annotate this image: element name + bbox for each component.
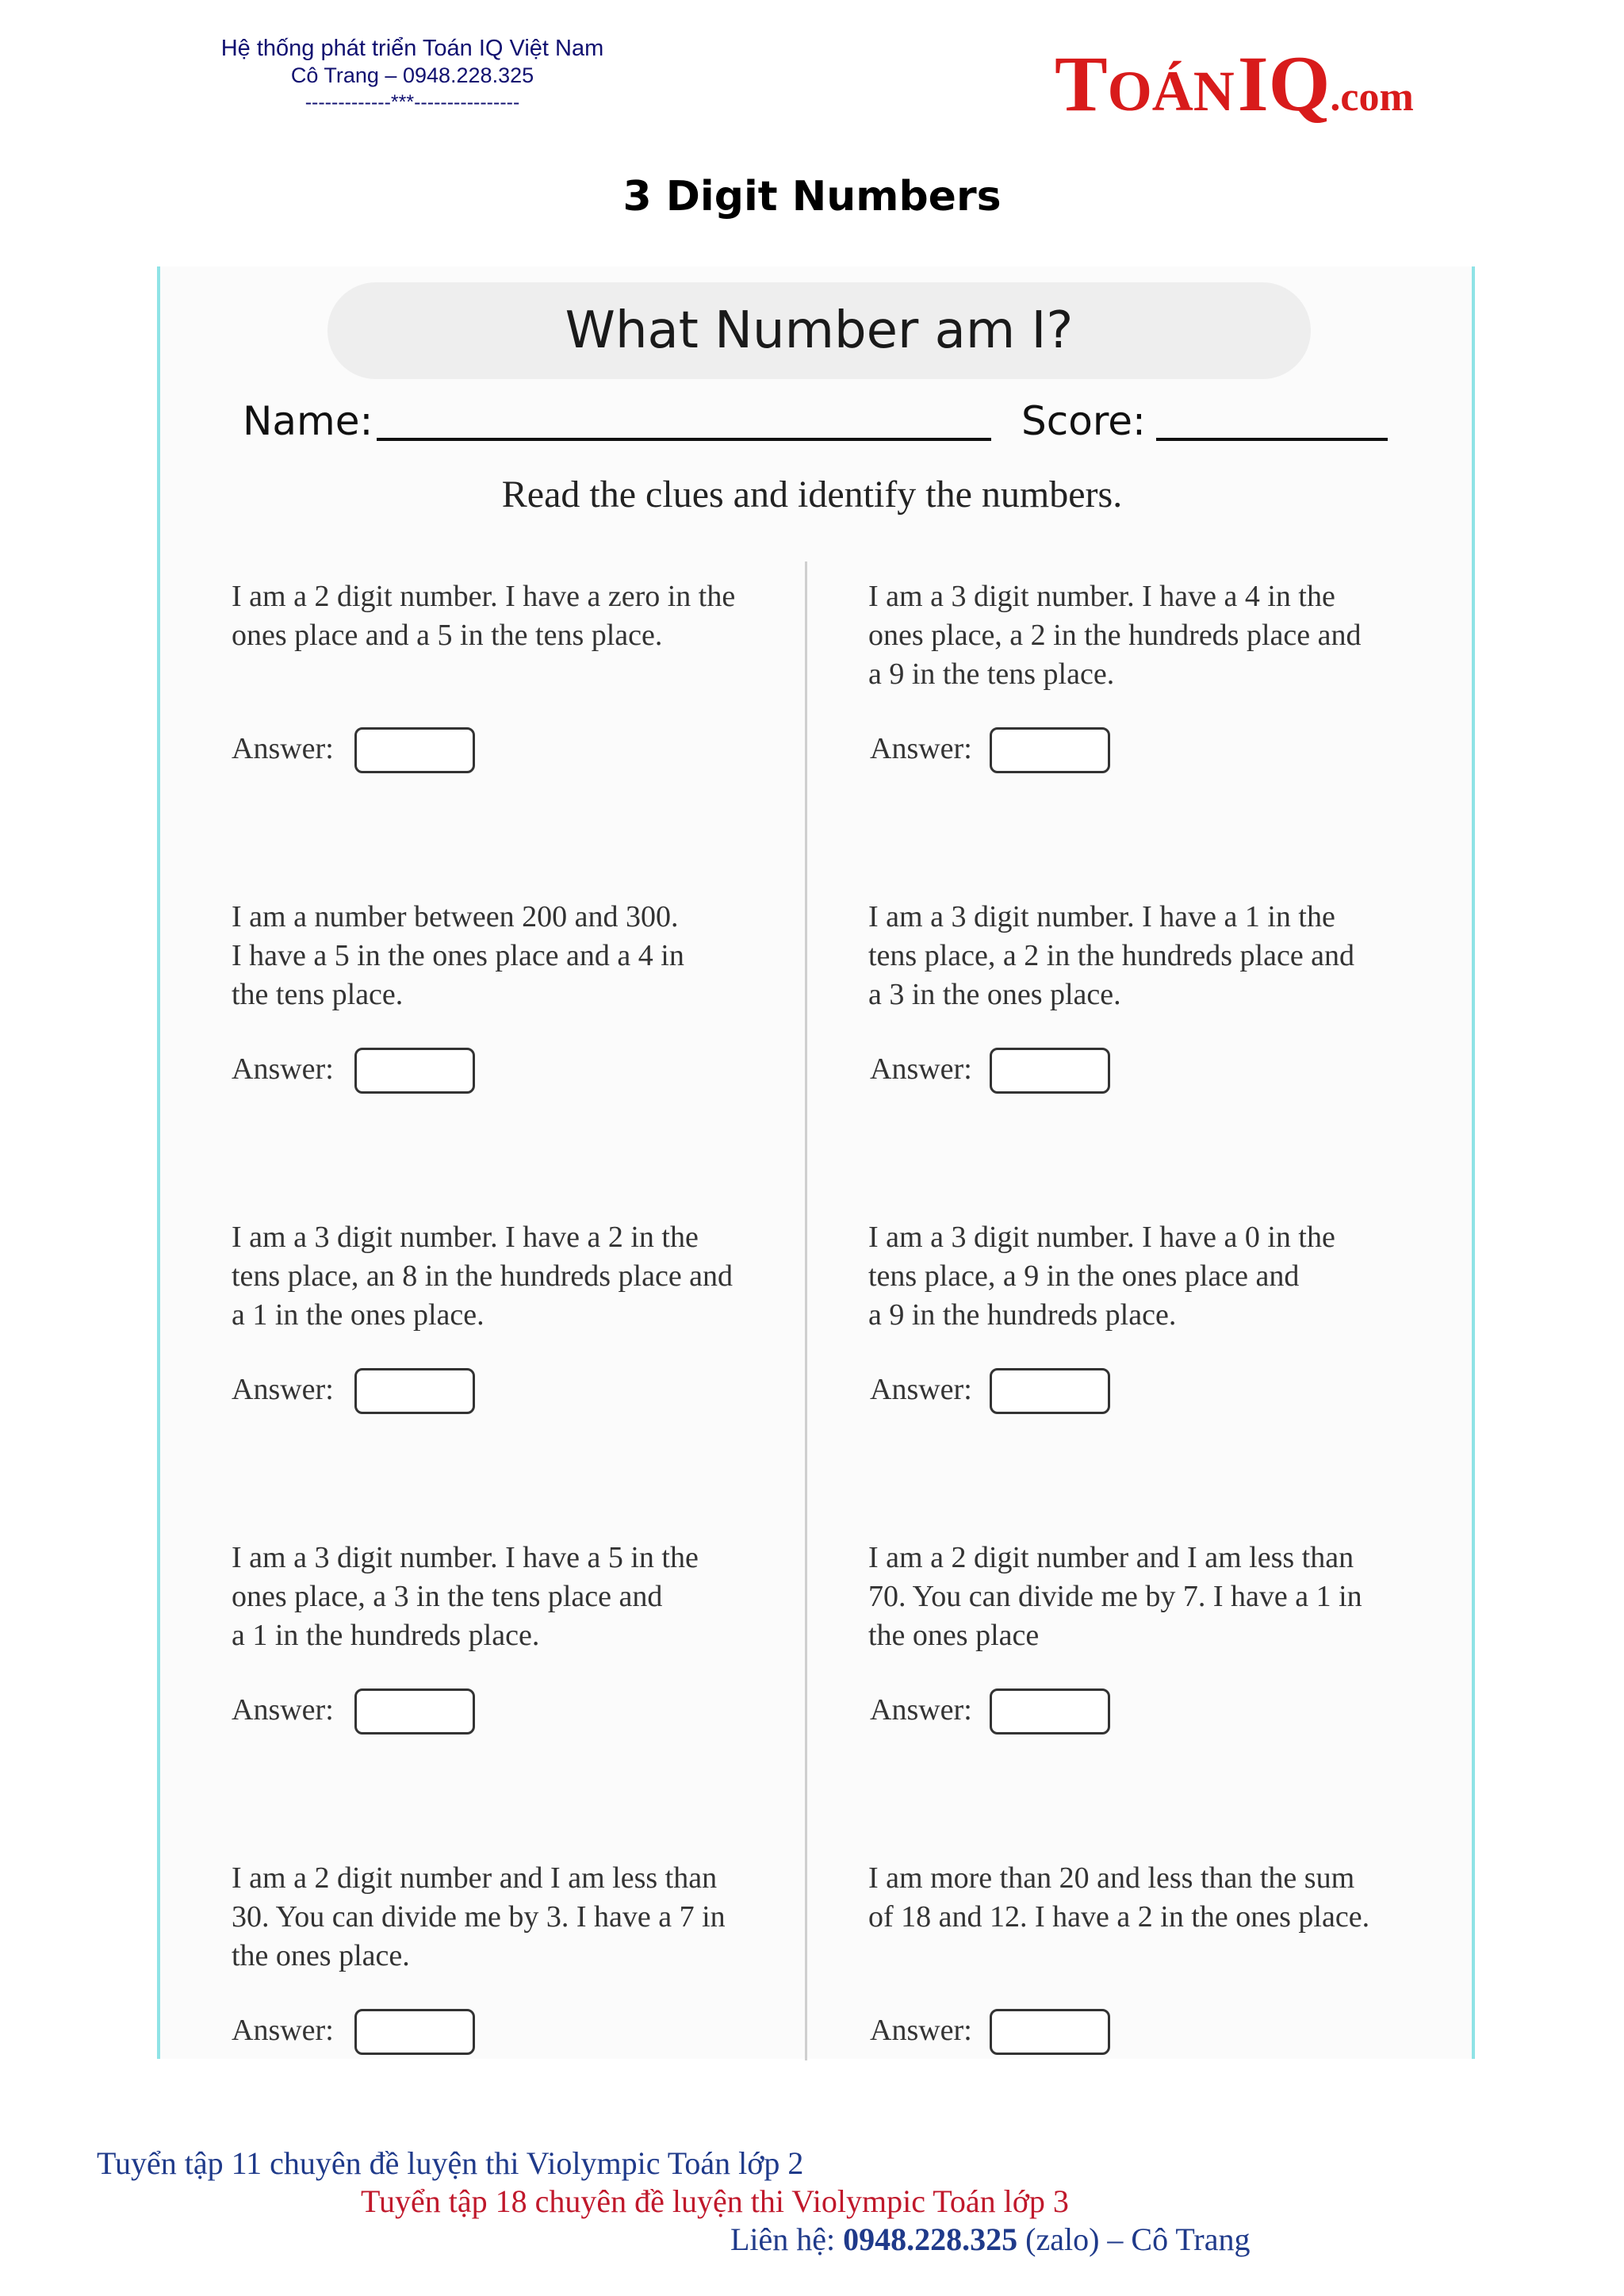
left-margin-rule <box>157 266 160 2059</box>
answer-box-right-2[interactable] <box>990 1048 1110 1094</box>
document-title: 3 Digit Numbers <box>622 173 1002 220</box>
answer-label: Answer: <box>232 2014 334 2047</box>
toaniq-logo: TOÁN IQ.com <box>1055 40 1414 128</box>
answer-box-left-1[interactable] <box>354 727 475 773</box>
right-margin-rule <box>1472 266 1475 2059</box>
clue-right-5: I am more than 20 and less than the sum of 18 and 12. I have a 2 in the ones place. <box>868 1861 1370 1934</box>
footer-grade3-link[interactable]: Tuyển tập 18 chuyên đề luyện thi Violympic Toán lớp 3 <box>361 2183 1069 2219</box>
footer-contact <box>730 2221 1251 2258</box>
name-field[interactable] <box>377 438 991 441</box>
name-label: Name: <box>243 398 373 444</box>
answer-label: Answer: <box>870 1052 972 1086</box>
clue-left-4: I am a 3 digit number. I have a 5 in the ones place, a 3 in the tens place and a 1 in the hundreds place. <box>232 1541 699 1652</box>
answer-label: Answer: <box>870 732 972 765</box>
org-name: Hệ thống phát triển Toán IQ Việt Nam <box>220 36 604 61</box>
answer-box-right-5[interactable] <box>990 2009 1110 2055</box>
contact-phone[interactable]: 0948.228.325 <box>843 2221 1018 2257</box>
clue-left-1: I am a 2 digit number. I have a zero in the ones place and a 5 in the tens place. <box>232 580 736 652</box>
answer-box-left-5[interactable] <box>354 2009 475 2055</box>
clue-right-4: I am a 2 digit number and I am less than 70. You can divide me by 7. I have a 1 in the ones place <box>868 1541 1362 1652</box>
answer-box-right-4[interactable] <box>990 1688 1110 1734</box>
clue-left-5: I am a 2 digit number and I am less than 30. You can divide me by 3. I have a 7 in the ones place. <box>232 1861 726 1972</box>
answer-box-right-1[interactable] <box>990 727 1110 773</box>
answer-label: Answer: <box>232 1373 334 1406</box>
answer-label: Answer: <box>232 1693 334 1727</box>
score-field[interactable] <box>1156 438 1388 441</box>
worksheet-title: What Number am I? <box>327 282 1311 379</box>
clue-right-2: I am a 3 digit number. I have a 1 in the tens place, a 2 in the hundreds place and a 3 in the ones place. <box>868 900 1355 1011</box>
answer-label: Answer: <box>232 732 334 765</box>
answer-label: Answer: <box>232 1052 334 1086</box>
score-label: Score: <box>1021 398 1146 444</box>
worksheet-background <box>159 266 1475 2059</box>
answer-label: Answer: <box>870 2014 972 2047</box>
answer-box-left-3[interactable] <box>354 1368 475 1414</box>
instructions: Read the clues and identify the numbers. <box>501 473 1123 516</box>
answer-label: Answer: <box>870 1373 972 1406</box>
contact-suffix: (zalo) – Cô Trang <box>1017 2221 1251 2257</box>
org-separator: -------------***---------------- <box>304 91 520 113</box>
clue-left-2: I am a number between 200 and 300. I have a 5 in the ones place and a 4 in the tens place. <box>232 900 684 1011</box>
organization-header <box>151 35 674 116</box>
clue-right-3: I am a 3 digit number. I have a 0 in the tens place, a 9 in the ones place and a 9 in the hundreds place. <box>868 1221 1335 1332</box>
contact-prefix: Liên hệ: <box>730 2221 844 2257</box>
answer-box-left-4[interactable] <box>354 1688 475 1734</box>
footer-grade2-link[interactable]: Tuyển tập 11 chuyên đề luyện thi Violympic Toán lớp 2 <box>97 2145 804 2181</box>
clue-right-1: I am a 3 digit number. I have a 4 in the ones place, a 2 in the hundreds place and a 9 in the tens place. <box>868 580 1362 691</box>
answer-box-left-2[interactable] <box>354 1048 475 1094</box>
answer-label: Answer: <box>870 1693 972 1727</box>
answer-box-right-3[interactable] <box>990 1368 1110 1414</box>
org-contact: Cô Trang – 0948.228.325 <box>290 63 534 87</box>
clue-left-3: I am a 3 digit number. I have a 2 in the tens place, an 8 in the hundreds place and a 1 in the ones place. <box>232 1221 733 1332</box>
